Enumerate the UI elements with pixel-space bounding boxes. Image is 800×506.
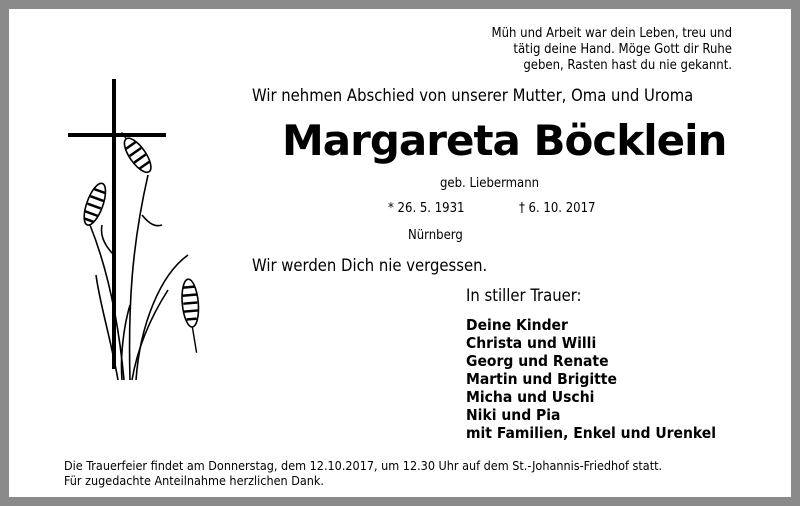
wheat-icon <box>90 175 188 380</box>
mourner-entry: Georg und Renate <box>466 352 609 370</box>
death-date: † 6. 10. 2017 <box>519 201 596 216</box>
mourner-entry: Niki und Pia <box>466 406 561 424</box>
birth-name: geb. Liebermann <box>440 176 540 191</box>
wheat-ear-right <box>180 278 202 353</box>
place: Nürnberg <box>408 228 463 243</box>
wheat-ear-left <box>80 181 110 228</box>
quote-line: geben, Rasten hast du nie gekannt. <box>523 58 732 73</box>
funeral-notice <box>64 459 662 488</box>
mourner-entry: Micha und Uschi <box>466 388 595 406</box>
mourner-entry: Martin und Brigitte <box>466 370 617 388</box>
memorial-quote <box>470 26 732 74</box>
mourning-label: In stiller Trauer: <box>466 286 582 305</box>
quote-line: Müh und Arbeit war dein Leben, treu und <box>491 26 732 41</box>
deceased-name: Margareta Böcklein <box>282 116 727 165</box>
farewell-intro: Wir nehmen Abschied von unserer Mutter, Oma und Uroma <box>252 86 694 105</box>
mourners-list <box>466 316 716 442</box>
mourner-entry: Christa und Willi <box>466 334 597 352</box>
quote-line: tätig deine Hand. Möge Gott dir Ruhe <box>513 42 732 57</box>
cross-wheat-icon <box>60 75 220 405</box>
footer-line: Die Trauerfeier findet am Donnerstag, dem 12.10.2017, um 12.30 Uhr auf dem St.-Johannis-Friedhof statt. <box>64 458 663 473</box>
mourner-entry: Deine Kinder <box>466 316 568 334</box>
mourner-entry: mit Familien, Enkel und Urenkel <box>466 424 717 442</box>
remembrance-message: Wir werden Dich nie vergessen. <box>252 256 488 275</box>
footer-line: Für zugedachte Anteilnahme herzlichen Dank. <box>64 472 324 488</box>
birth-date: * 26. 5. 1931 <box>388 201 465 216</box>
